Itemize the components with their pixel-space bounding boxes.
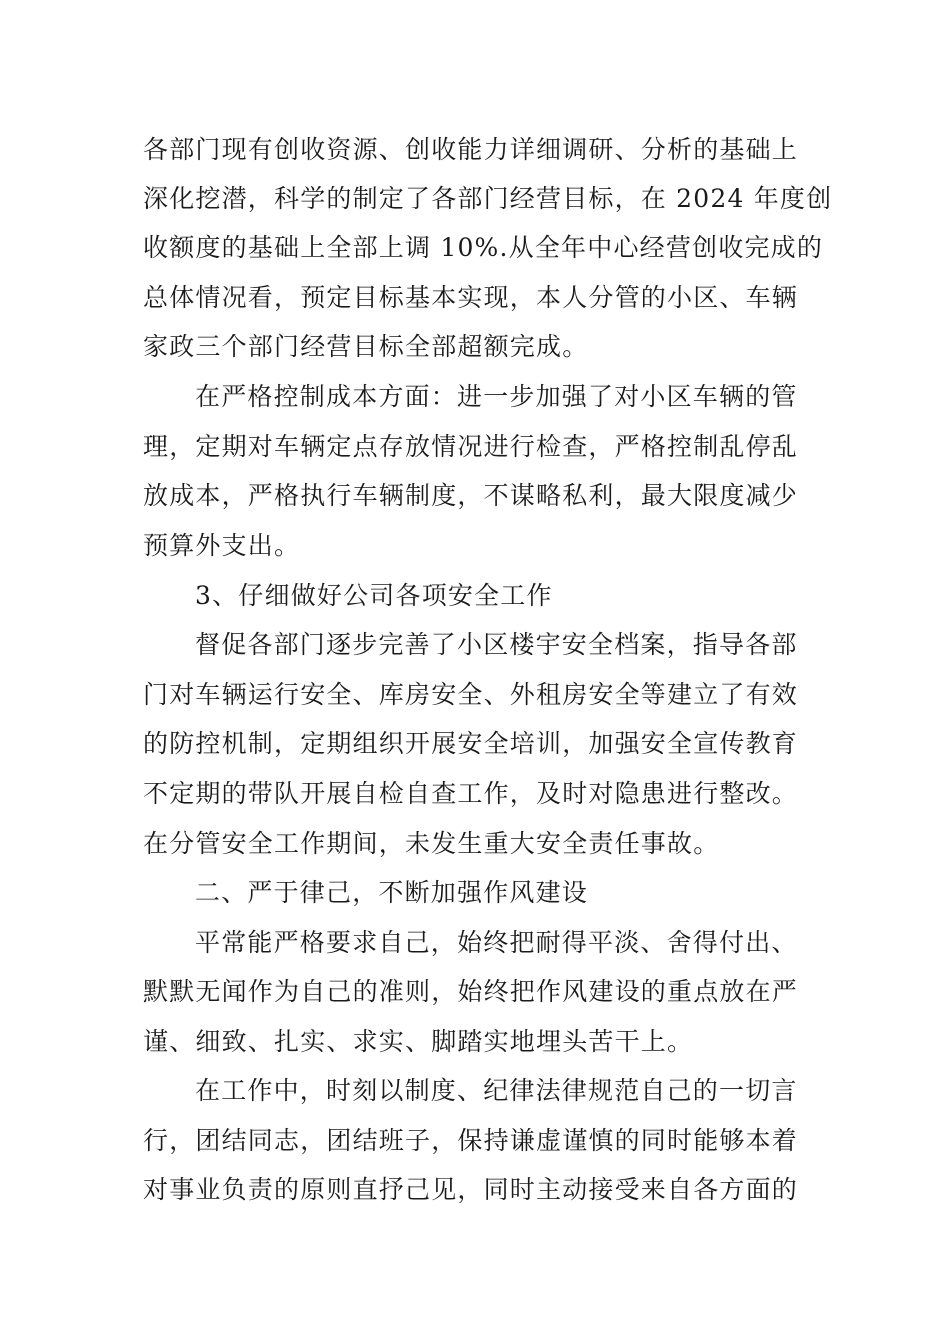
paragraph-first-line: 平常能严格要求自己，始终把耐得平淡、舍得付出、 [195,928,798,957]
text-line: 理，定期对车辆定点存放情况进行检查，严格控制乱停乱 [143,432,799,461]
text-line: 默默无闻作为自己的准则，始终把作风建设的重点放在严 [143,977,799,1006]
section-heading: 二、严于律己，不断加强作风建设 [195,878,589,907]
text-line: 各部门现有创收资源、创收能力详细调研、分析的基础上 [143,135,799,164]
text-line: 深化挖潜，科学的制定了各部门经营目标，在 2024 年度创 [143,184,833,213]
text-line: 不定期的带队开展自检自查工作，及时对隐患进行整改。 [143,779,799,808]
paragraph-first-line: 在工作中，时刻以制度、纪律法律规范自己的一切言 [195,1076,798,1105]
text-line: 家政三个部门经营目标全部超额完成。 [143,332,589,361]
text-line: 放成本，严格执行车辆制度，不谋略私利，最大限度减少 [143,481,799,510]
text-line: 总体情况看，预定目标基本实现，本人分管的小区、车辆 [143,283,799,312]
paragraph-first-line: 在严格控制成本方面：进一步加强了对小区车辆的管 [195,382,798,411]
text-line: 门对车辆运行安全、库房安全、外租房安全等建立了有效 [143,680,799,709]
text-line: 预算外支出。 [143,531,301,560]
text-line: 在分管安全工作期间，未发生重大安全责任事故。 [143,829,720,858]
text-line: 谨、细致、扎实、求实、脚踏实地埋头苦干上。 [143,1027,694,1056]
text-line: 收额度的基础上全部上调 10%.从全年中心经营创收完成的 [143,233,824,262]
text-line: 对事业负责的原则直抒己见，同时主动接受来自各方面的 [143,1175,799,1204]
section-heading: 3、仔细做好公司各项安全工作 [195,581,553,610]
paragraph-first-line: 督促各部门逐步完善了小区楼宇安全档案，指导各部 [195,630,798,659]
text-line: 行，团结同志，团结班子，保持谦虚谨慎的同时能够本着 [143,1126,799,1155]
text-line: 的防控机制，定期组织开展安全培训，加强安全宣传教育 [143,729,799,758]
